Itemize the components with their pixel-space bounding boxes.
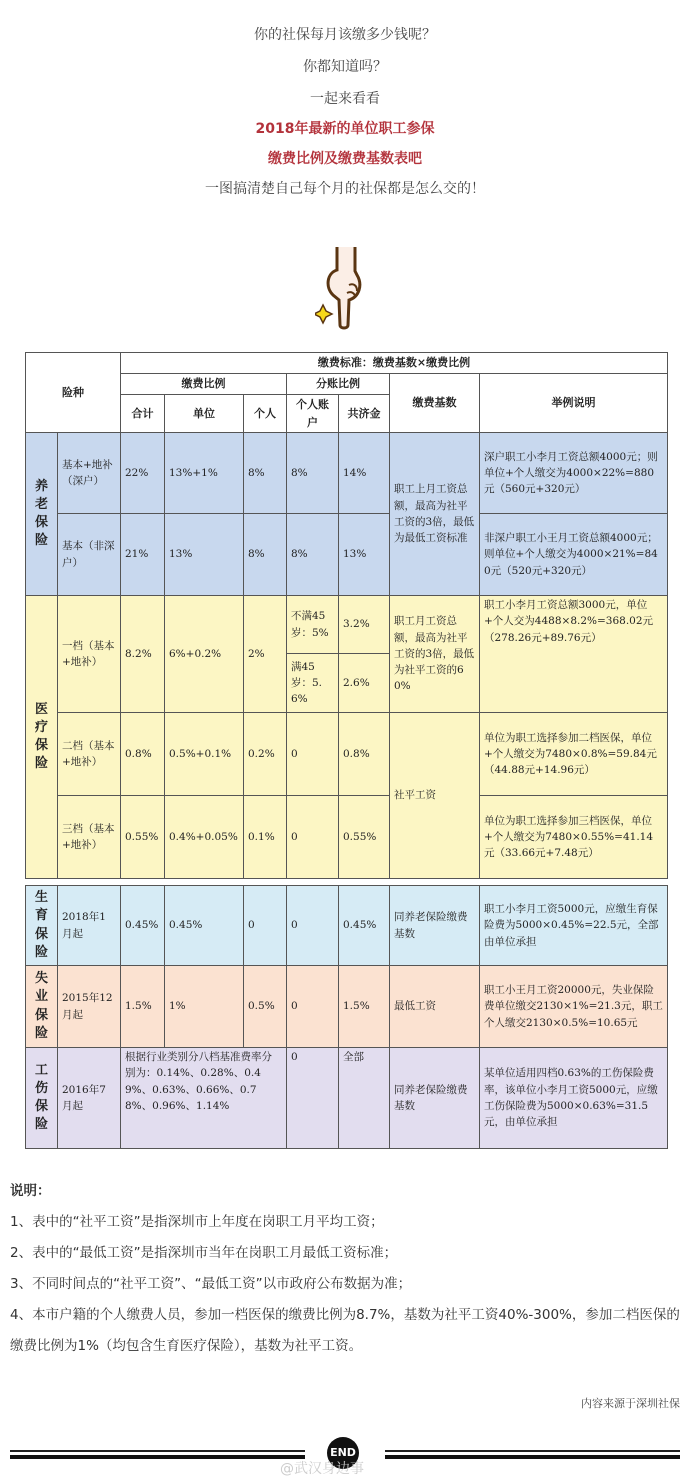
cell-personal: 0.2% — [244, 713, 287, 796]
cell-pool: 0.45% — [339, 886, 390, 966]
header-pool: 共济金 — [339, 395, 390, 433]
header-example: 举例说明 — [480, 374, 668, 433]
cell-unit: 0.45% — [165, 886, 244, 966]
cell-base: 职工月工资总额，最高为社平工资的3倍，最低为社平工资的60% — [390, 596, 480, 713]
cell-type: 基本+地补（深户） — [58, 433, 121, 514]
table-gap — [26, 879, 668, 886]
cell-total: 8.2% — [121, 596, 165, 713]
weibo-watermark: @武汉身边事 — [280, 1461, 364, 1477]
table-row — [26, 796, 668, 879]
cell-personal: 8% — [244, 514, 287, 596]
cell-pool: 14% — [339, 433, 390, 514]
cell-type: 三档（基本+地补） — [58, 796, 121, 879]
pointing-hand-icon — [315, 245, 375, 330]
cell-unit: 13% — [165, 514, 244, 596]
cell-pool: 3.2% — [339, 596, 390, 654]
intro-highlight: 2018年最新的单位职工参保 — [255, 121, 435, 137]
cell-personal: 0.1% — [244, 796, 287, 879]
cell-example: 深户职工小李月工资总额4000元；则单位+个人缴交为4000×22%=880元（560元+320元） — [480, 433, 668, 514]
intro-line: 你的社保每月该缴多少钱呢？ — [254, 27, 436, 43]
cell-example: 某单位适用四档0.63%的工伤保险费率，该单位小李月工资5000元，应缴工伤保险费为5000×0.63%=31.5元，由单位承担 — [480, 1048, 668, 1149]
cell-base: 最低工资 — [390, 966, 480, 1048]
table-row — [26, 966, 668, 1048]
source-credit: 内容来源于深圳社保 — [581, 1397, 680, 1410]
header-account: 个人账户 — [287, 395, 339, 433]
cell-personal: 0.5% — [244, 966, 287, 1048]
cell-total: 0.55% — [121, 796, 165, 879]
intro-line: 你都知道吗？ — [303, 59, 387, 75]
header-unit: 单位 — [165, 395, 244, 433]
group-injury: 工伤保险 — [26, 1048, 58, 1149]
cell-account: 0 — [287, 713, 339, 796]
cell-pool: 13% — [339, 514, 390, 596]
cell-base: 同养老保险缴费基数 — [390, 1048, 480, 1149]
note-item: 3、不同时间点的“社平工资”、“最低工资”以市政府公布数据为准； — [10, 1276, 412, 1292]
header-total: 合计 — [121, 395, 165, 433]
header-standard: 缴费标准：缴费基数×缴费比例 — [121, 353, 668, 374]
note-item: 1、表中的“社平工资”是指深圳市上年度在岗职工月平均工资； — [10, 1214, 384, 1230]
table-row — [26, 596, 668, 654]
cell-unit: 0.5%+0.1% — [165, 713, 244, 796]
cell-example: 单位为职工选择参加三档医保，单位+个人缴交为7480×0.55%=41.14元（33.66元+7.48元） — [480, 796, 668, 879]
cell-account: 不满45岁：5% — [287, 596, 339, 654]
cell-personal: 0 — [244, 886, 287, 966]
cell-type: 2018年1月起 — [58, 886, 121, 966]
cell-base: 社平工资 — [390, 713, 480, 879]
cell-unit: 1% — [165, 966, 244, 1048]
table-row — [26, 433, 668, 514]
group-medical: 医疗保险 — [26, 596, 58, 879]
table-row — [26, 514, 668, 596]
cell-example: 职工小李月工资总额3000元，单位+个人交为4488×8.2%=368.02元（278.26元+89.76元） — [480, 596, 668, 713]
group-pension: 养老保险 — [26, 433, 58, 596]
cell-personal: 2% — [244, 596, 287, 713]
cell-total: 22% — [121, 433, 165, 514]
cell-type: 一档（基本+地补） — [58, 596, 121, 713]
intro-highlight: 缴费比例及缴费基数表吧 — [268, 151, 422, 167]
header-ratio: 缴费比例 — [121, 374, 287, 395]
cell-unit: 13%+1% — [165, 433, 244, 514]
cell-total: 1.5% — [121, 966, 165, 1048]
cell-type: 2015年12月起 — [58, 966, 121, 1048]
cell-type: 二档（基本+地补） — [58, 713, 121, 796]
header-type: 险种 — [26, 353, 121, 433]
social-insurance-table — [25, 352, 668, 1149]
cell-account: 0 — [287, 1048, 339, 1149]
cell-total: 21% — [121, 514, 165, 596]
group-maternity: 生育保险 — [26, 886, 58, 966]
cell-account: 满45岁：5.6% — [287, 654, 339, 713]
cell-total: 0.8% — [121, 713, 165, 796]
cell-pool: 1.5% — [339, 966, 390, 1048]
cell-base: 职工上月工资总额，最高为社平工资的3倍，最低为最低工资标准 — [390, 433, 480, 596]
cell-account: 0 — [287, 966, 339, 1048]
cell-pool: 0.55% — [339, 796, 390, 879]
notes-title: 说明： — [10, 1183, 51, 1199]
cell-pool: 全部 — [339, 1048, 390, 1149]
cell-example: 单位为职工选择参加二档医保，单位+个人缴交为7480×0.8%=59.84元（44.88元+14.96元） — [480, 713, 668, 796]
cell-type: 2016年7月起 — [58, 1048, 121, 1149]
note-item: 2、表中的“最低工资”是指深圳市当年在岗职工月最低工资标准； — [10, 1245, 398, 1261]
header-split: 分账比例 — [287, 374, 390, 395]
cell-type: 基本（非深户） — [58, 514, 121, 596]
divider-left — [10, 1450, 305, 1462]
cell-total: 0.45% — [121, 886, 165, 966]
intro-line: 一图搞清楚自己每个月的社保都是怎么交的！ — [205, 181, 485, 197]
header-base: 缴费基数 — [390, 374, 480, 433]
cell-rate: 根据行业类别分八档基准费率分别为：0.14%、0.28%、0.49%、0.63%、0.66%、0.78%、0.96%、1.14% — [121, 1048, 287, 1149]
cell-pool: 2.6% — [339, 654, 390, 713]
cell-account: 8% — [287, 514, 339, 596]
divider-right — [385, 1450, 680, 1462]
cell-base: 同养老保险缴费基数 — [390, 886, 480, 966]
notes — [10, 1176, 682, 1362]
cell-account: 0 — [287, 886, 339, 966]
table-row — [26, 713, 668, 796]
group-unemployment: 失业保险 — [26, 966, 58, 1048]
cell-account: 8% — [287, 433, 339, 514]
table-row — [26, 1048, 668, 1149]
note-item: 4、本市户籍的个人缴费人员，参加一档医保的缴费比例为8.7%，基数为社平工资40%-300%，参加二档医保的缴费比例为1%（均包含生育医疗保险），基数为社平工资。 — [10, 1307, 680, 1354]
cell-example: 职工小李月工资5000元，应缴生育保险费为5000×0.45%=22.5元，全部由单位承担 — [480, 886, 668, 966]
cell-account: 0 — [287, 796, 339, 879]
cell-pool: 0.8% — [339, 713, 390, 796]
cell-personal: 8% — [244, 433, 287, 514]
cell-unit: 0.4%+0.05% — [165, 796, 244, 879]
cell-example: 非深户职工小王月工资总额4000元；则单位+个人缴交为4000×21%=840元（520元+320元） — [480, 514, 668, 596]
cell-unit: 6%+0.2% — [165, 596, 244, 713]
header-personal: 个人 — [244, 395, 287, 433]
table-row — [26, 886, 668, 966]
end-badge: END — [327, 1437, 359, 1469]
intro-line: 一起来看看 — [310, 91, 380, 107]
cell-example: 职工小王月工资20000元，失业保险费单位缴交2130×1%=21.3元，职工个人缴交2130×0.5%=10.65元 — [480, 966, 668, 1048]
